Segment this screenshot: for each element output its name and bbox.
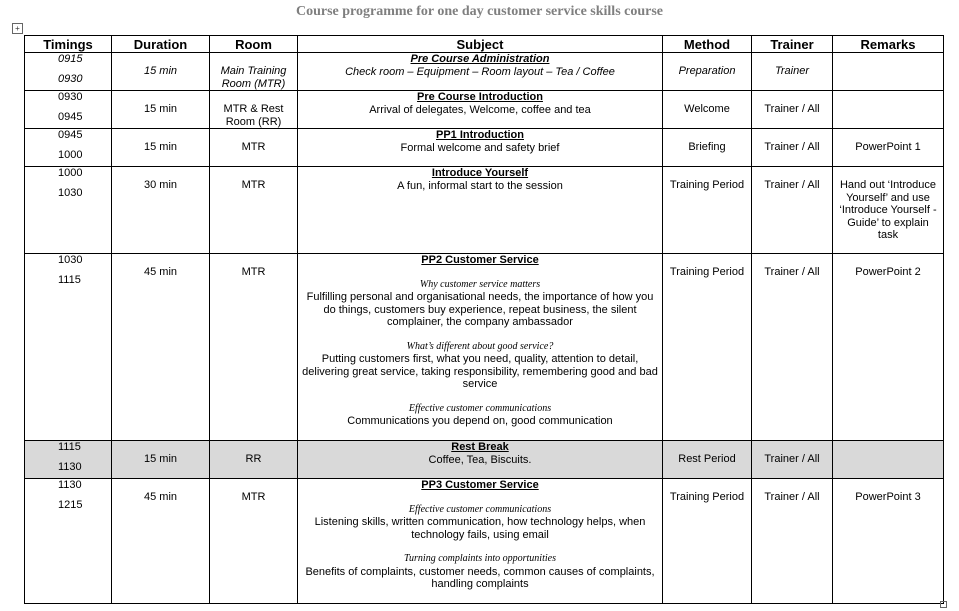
trainer-cell <box>752 91 833 129</box>
trainer-cell <box>752 479 833 604</box>
table-resize-handle-icon[interactable] <box>940 601 947 608</box>
subject-text: Coffee, Tea, Biscuits. <box>428 453 532 466</box>
trainer-cell <box>752 53 833 91</box>
room-cell <box>210 254 298 441</box>
subject-title: PP1 Introduction <box>436 129 524 141</box>
subject-text: Formal welcome and safety brief <box>400 141 560 154</box>
section-heading: Effective customer communications <box>408 402 552 414</box>
method-cell <box>663 479 752 604</box>
start-time: 1030 <box>58 254 83 266</box>
section-text: Benefits of complaints, customer needs, common causes of complaints, handling complaints <box>305 565 655 590</box>
header-remarks: Remarks <box>833 36 944 53</box>
room-value: MTR & Rest Room (RR) <box>223 103 284 128</box>
subject-cell <box>298 479 663 604</box>
section-text: Putting customers first, what you need, quality, attention to detail, delivering great service, taking responsibility, remembering good and bad service <box>302 353 658 390</box>
timings-cell <box>25 167 112 254</box>
trainer-cell <box>752 129 833 167</box>
end-time: 1030 <box>58 186 83 199</box>
end-time: 1000 <box>58 148 83 161</box>
method-value: Training Period <box>669 266 745 278</box>
duration-value: 15 min <box>143 141 178 153</box>
room-value: Main Training Room (MTR) <box>220 65 287 90</box>
section-heading: Why customer service matters <box>419 278 541 290</box>
table-row <box>25 167 944 254</box>
remarks-cell <box>833 129 944 167</box>
remarks-value: PowerPoint 3 <box>855 491 921 503</box>
start-time: 1000 <box>58 167 83 179</box>
header-row <box>25 36 944 53</box>
end-time: 1215 <box>58 498 83 511</box>
timings-cell <box>25 53 112 91</box>
remarks-value: PowerPoint 1 <box>855 141 921 153</box>
header-subject: Subject <box>298 36 663 53</box>
subject-title: Rest Break <box>451 441 509 453</box>
remarks-value: PowerPoint 2 <box>855 266 921 278</box>
start-time: 0930 <box>58 91 83 103</box>
section-text: Fulfilling personal and organisational needs, the importance of how you do things, customers buy experience, repeat business, the silent complainer, the company ambassador <box>306 291 654 328</box>
subject-text: A fun, informal start to the session <box>397 179 563 192</box>
room-value: MTR <box>241 141 266 153</box>
remarks-cell <box>833 91 944 129</box>
room-value: MTR <box>241 266 266 278</box>
subject-title: Introduce Yourself <box>431 167 529 179</box>
subject-text: Arrival of delegates, Welcome, coffee and tea <box>369 103 591 116</box>
duration-value: 45 min <box>143 266 178 278</box>
subject-cell <box>298 254 663 441</box>
duration-value: 30 min <box>143 179 178 191</box>
method-cell <box>663 91 752 129</box>
duration-cell <box>112 129 210 167</box>
document-title: Course programme for one day customer service skills course <box>295 4 664 19</box>
room-cell <box>210 91 298 129</box>
subject-title: Pre Course Administration <box>410 53 550 65</box>
start-time: 0915 <box>58 53 83 65</box>
room-cell <box>210 167 298 254</box>
room-cell <box>210 53 298 91</box>
table-row <box>25 53 944 91</box>
subject-title: PP3 Customer Service <box>421 479 539 491</box>
duration-value: 15 min <box>143 103 178 115</box>
room-cell <box>210 479 298 604</box>
method-value: Training Period <box>669 179 745 191</box>
remarks-cell <box>833 479 944 604</box>
duration-value: 15 min <box>143 65 178 77</box>
trainer-value: Trainer / All <box>764 491 820 503</box>
subject-cell <box>298 441 663 479</box>
duration-cell <box>112 254 210 441</box>
duration-value: 45 min <box>143 491 178 503</box>
room-value: RR <box>245 453 262 465</box>
room-cell <box>210 129 298 167</box>
trainer-cell <box>752 167 833 254</box>
trainer-cell <box>752 254 833 441</box>
remarks-cell <box>833 53 944 91</box>
subject-cell <box>298 167 663 254</box>
end-time: 1130 <box>58 460 82 473</box>
table-row <box>25 254 944 441</box>
header-method: Method <box>663 36 752 53</box>
duration-cell <box>112 91 210 129</box>
subject-text: Check room – Equipment – Room layout – Tea / Coffee <box>345 65 615 78</box>
method-value: Preparation <box>678 65 736 77</box>
end-time: 0945 <box>58 110 83 123</box>
method-cell <box>663 129 752 167</box>
trainer-cell <box>752 441 833 479</box>
section-heading: What’s different about good service? <box>406 340 554 352</box>
room-value: MTR <box>241 491 266 503</box>
remarks-value: Hand out ‘Introduce Yourself’ and use ‘Introduce Yourself - Guide’ to explain task <box>839 179 937 241</box>
method-cell <box>663 53 752 91</box>
duration-cell <box>112 479 210 604</box>
trainer-value: Trainer / All <box>764 141 820 153</box>
section-text: Listening skills, written communication, how technology helps, when technology fails, using email <box>314 516 646 541</box>
method-cell <box>663 167 752 254</box>
remarks-cell <box>833 441 944 479</box>
trainer-value: Trainer / All <box>764 103 820 115</box>
header-timings: Timings <box>25 36 112 53</box>
duration-cell <box>112 441 210 479</box>
subject-cell <box>298 91 663 129</box>
timings-cell <box>25 91 112 129</box>
table-move-handle-icon[interactable]: + <box>12 23 23 34</box>
course-programme-table <box>24 35 944 604</box>
method-cell <box>663 441 752 479</box>
trainer-value: Trainer / All <box>764 453 820 465</box>
subject-cell <box>298 129 663 167</box>
section-text: Communications you depend on, good communication <box>347 415 613 427</box>
header-duration: Duration <box>112 36 210 53</box>
subject-title: Pre Course Introduction <box>417 91 543 103</box>
trainer-value: Trainer <box>774 65 810 77</box>
room-value: MTR <box>241 179 266 191</box>
duration-cell <box>112 167 210 254</box>
timings-cell <box>25 254 112 441</box>
timings-cell <box>25 129 112 167</box>
start-time: 1130 <box>58 479 82 491</box>
remarks-cell <box>833 167 944 254</box>
end-time: 1115 <box>58 273 81 286</box>
start-time: 0945 <box>58 129 83 141</box>
trainer-value: Trainer / All <box>764 266 820 278</box>
timings-cell <box>25 441 112 479</box>
method-cell <box>663 254 752 441</box>
method-value: Welcome <box>684 103 730 115</box>
start-time: 1115 <box>58 441 81 453</box>
remarks-cell <box>833 254 944 441</box>
table-row <box>25 129 944 167</box>
table-row <box>25 91 944 129</box>
table-row <box>25 479 944 604</box>
duration-cell <box>112 53 210 91</box>
duration-value: 15 min <box>143 453 178 465</box>
timings-cell <box>25 479 112 604</box>
subject-title: PP2 Customer Service <box>421 254 539 266</box>
subject-cell <box>298 53 663 91</box>
section-heading: Effective customer communications <box>408 503 552 515</box>
room-cell <box>210 441 298 479</box>
header-trainer: Trainer <box>752 36 833 53</box>
method-value: Rest Period <box>678 453 736 465</box>
header-room: Room <box>210 36 298 53</box>
method-value: Briefing <box>688 141 726 153</box>
method-value: Training Period <box>669 491 745 503</box>
end-time: 0930 <box>58 72 83 85</box>
section-heading: Turning complaints into opportunities <box>404 553 556 564</box>
trainer-value: Trainer / All <box>764 179 820 191</box>
table-row <box>25 441 944 479</box>
